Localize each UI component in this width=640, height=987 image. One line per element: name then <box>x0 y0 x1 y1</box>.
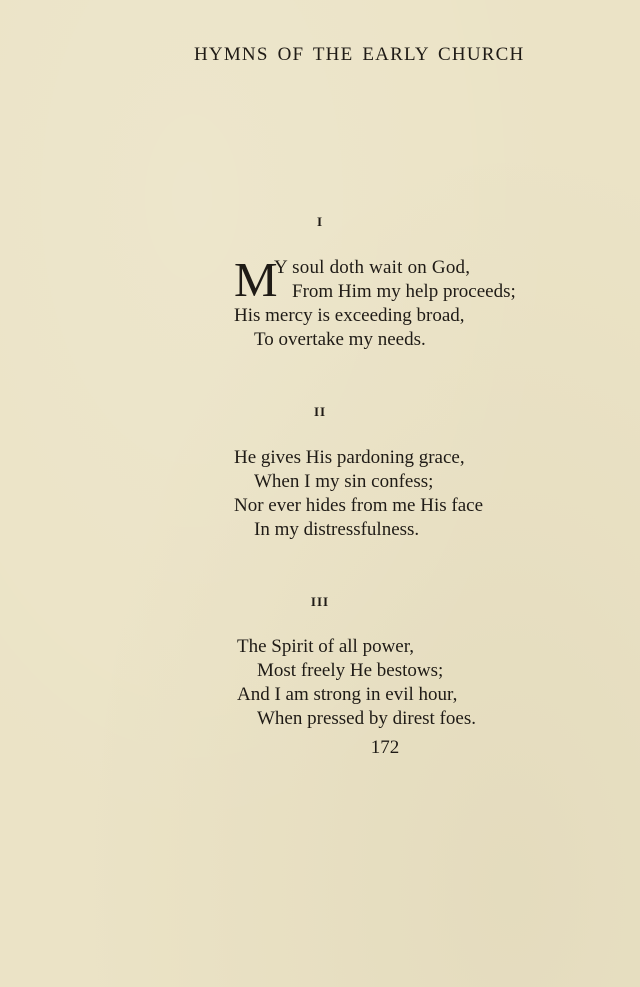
stanza-line: Most freely He bestows; <box>257 660 444 681</box>
stanza-3 <box>237 635 476 731</box>
line-text: Y soul doth wait on God, <box>274 257 471 278</box>
stanza-line: The Spirit of all power, <box>237 636 415 657</box>
stanza-1 <box>234 252 516 352</box>
stanza-line: When pressed by direst foes. <box>257 708 476 729</box>
stanza-line: His mercy is exceeding broad, <box>234 305 465 326</box>
stanza-line: And I am strong in evil hour, <box>237 684 458 705</box>
section-numeral-3: III <box>310 594 330 609</box>
drop-cap: M <box>234 252 278 307</box>
running-head: HYMNS OF THE EARLY CHURCH <box>194 44 525 65</box>
stanza-2 <box>234 446 483 542</box>
page-number: 172 <box>370 737 400 758</box>
stanza-line: When I my sin confess; <box>254 471 434 492</box>
stanza-line: To overtake my needs. <box>254 329 426 350</box>
stanza-line: He gives His pardoning grace, <box>234 447 465 468</box>
section-numeral-2: II <box>313 404 327 419</box>
section-numeral-1: I <box>316 214 324 229</box>
stanza-line: From Him my help proceeds; <box>292 281 516 302</box>
stanza-line: In my distressfulness. <box>254 519 420 540</box>
stanza-line: Nor ever hides from me His face <box>234 495 484 516</box>
